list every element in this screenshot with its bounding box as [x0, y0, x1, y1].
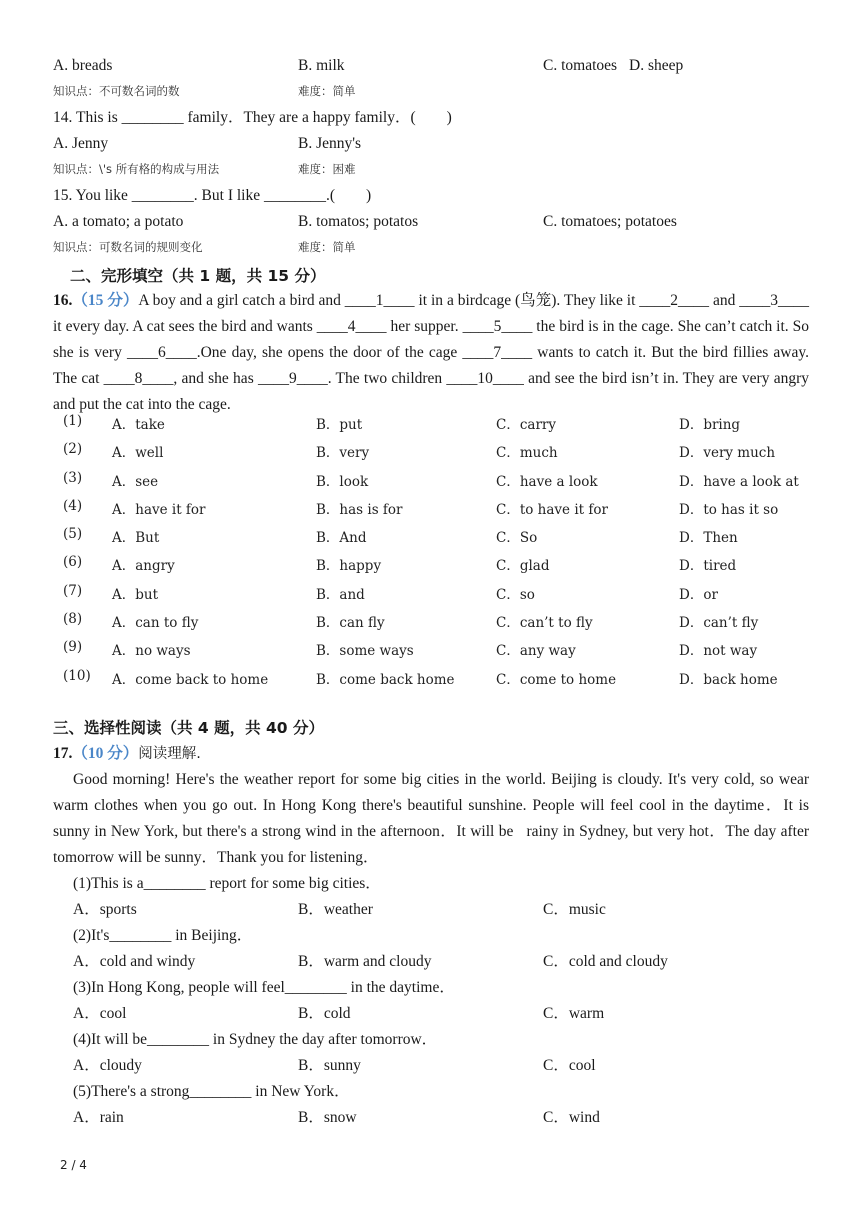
q17-5-option-a: A．rain	[73, 1109, 124, 1126]
q15-knowledge: 知识点：可数名词的规则变化	[53, 240, 203, 254]
cloze-row	[53, 522, 823, 550]
q17-1-option-b: B．weather	[298, 901, 373, 918]
q15-option-c: C. tomatoes; potatoes	[543, 213, 677, 230]
q15-stem: 15. You like ________. But I like ________.( )	[53, 187, 372, 204]
q13-option-b: B. milk	[298, 57, 345, 74]
q14-stem: 14. This is ________ family．They are a happy family．( )	[53, 109, 452, 126]
q17-4-option-c: C．cool	[543, 1057, 596, 1074]
cloze-row	[53, 466, 823, 494]
cloze-blank-number: (10)	[63, 667, 91, 684]
cloze-option-b: B．and	[316, 586, 365, 603]
cloze-option-d: D．or	[679, 586, 718, 603]
q17-2-option-a: A．cold and windy	[73, 953, 196, 970]
cloze-option-c: C．have a look	[496, 473, 598, 490]
cloze-option-d: D．back home	[679, 671, 778, 688]
cloze-row	[53, 635, 823, 663]
q13-option-c: C. tomatoes	[543, 57, 618, 74]
cloze-option-b: B．put	[316, 417, 363, 433]
q16-number: 16.	[53, 292, 73, 309]
cloze-blank-number: (8)	[63, 611, 83, 628]
cloze-option-a: A．but	[112, 586, 159, 603]
q17-3-option-a: A．cool	[73, 1005, 127, 1022]
cloze-option-c: C．So	[496, 530, 538, 547]
cloze-blank-number: (2)	[63, 441, 83, 458]
cloze-option-b: B．happy	[316, 558, 382, 575]
cloze-option-b: B．And	[316, 530, 367, 547]
cloze-option-a: A．have it for	[112, 501, 206, 518]
cloze-option-c: C．glad	[496, 558, 550, 575]
q14-option-a: A. Jenny	[53, 135, 109, 152]
cloze-row	[53, 550, 823, 578]
q17-2-option-b: B．warm and cloudy	[298, 953, 432, 970]
cloze-option-c: C．carry	[496, 417, 556, 433]
cloze-option-c: C．to have it for	[496, 501, 608, 518]
cloze-option-d: D．Then	[679, 530, 738, 547]
q17-4-option-a: A．cloudy	[73, 1057, 142, 1074]
q15-option-b: B. tomatos; potatos	[298, 213, 419, 230]
cloze-option-b: B．look	[316, 473, 369, 490]
cloze-row	[53, 607, 823, 635]
q17-header	[53, 744, 201, 764]
section-2-title: 二、完形填空（共 1 题，共 15 分）	[70, 267, 326, 285]
q17-1-option-c: C．music	[543, 901, 606, 918]
cloze-option-a: A．take	[112, 417, 165, 433]
cloze-option-c: C．can’t to fly	[496, 615, 593, 632]
cloze-option-a: A．no ways	[112, 643, 191, 660]
cloze-option-a: A．angry	[112, 558, 175, 575]
cloze-option-a: A．But	[112, 530, 160, 547]
q14-knowledge: 知识点：\'s 所有格的构成与用法	[53, 162, 220, 176]
cloze-option-d: D．to has it so	[679, 501, 779, 518]
q17-4-option-b: B．sunny	[298, 1057, 361, 1074]
q13-option-a: A. breads	[53, 57, 113, 74]
cloze-option-b: B．come back home	[316, 671, 455, 688]
q16-score: （15 分）	[72, 292, 139, 309]
cloze-option-d: D．very much	[679, 445, 776, 462]
cloze-row	[53, 664, 823, 692]
q17-instruction: 阅读理解.	[138, 746, 201, 762]
cloze-option-c: C．any way	[496, 643, 576, 660]
q17-1-stem: (1)This is a________ report for some big cities．	[73, 875, 381, 892]
q15-option-a: A. a tomato; a potato	[53, 213, 184, 230]
q17-3-stem: (3)In Hong Kong, people will feel________ in the daytime．	[73, 979, 455, 996]
cloze-option-a: A．well	[112, 445, 164, 462]
q17-2-stem: (2)It's________ in Beijing．	[73, 927, 253, 944]
cloze-option-c: C．much	[496, 445, 558, 462]
q13-option-d: D. sheep	[629, 57, 684, 74]
q17-passage: Good morning! Here's the weather report for some big cities in the world. Beijing is cloudy. It's very cold, so wear warm clothes when you go out. In Hong Kong there's beautiful sunshine. People will feel cool in the daytime．It is sunny in New York, but there's a strong wind in the afternoon．It will be rainy in Sydney, but very hot．The day after tomorrow will be sunny．Thank you for listening．	[53, 771, 809, 866]
q17-3-option-c: C．warm	[543, 1005, 605, 1022]
q17-3-option-b: B．cold	[298, 1005, 351, 1022]
cloze-blank-number: (4)	[63, 497, 83, 514]
cloze-blank-number: (3)	[63, 469, 83, 486]
q14-option-b: B. Jenny's	[298, 135, 362, 152]
q17-2-option-c: C．cold and cloudy	[543, 953, 668, 970]
q17-5-stem: (5)There's a strong________ in New York．	[73, 1083, 350, 1100]
cloze-option-b: B．can fly	[316, 615, 385, 632]
cloze-blank-number: (7)	[63, 582, 83, 599]
cloze-row	[53, 579, 823, 607]
q13-difficulty: 难度：简单	[298, 84, 356, 98]
cloze-option-d: D．not way	[679, 643, 758, 660]
cloze-row	[53, 437, 823, 465]
cloze-blank-number: (1)	[63, 413, 83, 429]
page-number: 2 / 4	[60, 1158, 87, 1172]
q13-knowledge: 知识点：不可数名词的数	[53, 84, 180, 98]
cloze-option-c: C．come to home	[496, 671, 617, 688]
cloze-option-b: B．some ways	[316, 643, 414, 660]
q17-5-option-b: B．snow	[298, 1109, 357, 1126]
q17-1-option-a: A．sports	[73, 901, 137, 918]
cloze-option-d: D．have a look at	[679, 473, 799, 490]
q17-number: 17.	[53, 745, 73, 762]
cloze-option-d: D．can’t fly	[679, 615, 759, 632]
q15-difficulty: 难度：简单	[298, 240, 356, 254]
q16-passage	[53, 288, 809, 418]
cloze-blank-number: (5)	[63, 526, 83, 543]
q17-5-option-c: C．wind	[543, 1109, 600, 1126]
q17-score: （10 分）	[72, 745, 139, 762]
cloze-option-c: C．so	[496, 586, 535, 603]
cloze-blank-number: (9)	[63, 639, 83, 656]
cloze-option-a: A．see	[112, 473, 159, 490]
cloze-row	[53, 494, 823, 522]
section-3-title: 三、选择性阅读（共 4 题，共 40 分）	[53, 719, 324, 737]
q17-4-stem: (4)It will be________ in Sydney the day after tomorrow．	[73, 1031, 438, 1048]
q14-difficulty: 难度：困难	[298, 162, 356, 176]
cloze-option-a: A．can to fly	[112, 615, 199, 632]
cloze-option-d: D．tired	[679, 558, 737, 575]
cloze-blank-number: (6)	[63, 554, 83, 571]
cloze-option-b: B．has is for	[316, 501, 403, 518]
q16-options-table	[53, 409, 823, 692]
cloze-option-b: B．very	[316, 445, 370, 462]
cloze-option-a: A．come back to home	[112, 671, 269, 688]
cloze-option-d: D．bring	[679, 417, 741, 433]
cloze-row	[53, 409, 823, 437]
q16-text: A boy and a girl catch a bird and ____1____ it in a birdcage (鸟笼). They like it ____2____ and ____3____ it every day. A cat sees the bird and wants ____4____ her supper. ____5____ the bird is in the cage. She can’t catch it. So she is very ____6____.One day, she opens the door of the cage ____7____ wants to catch it. But the bird fillies away. The cat ____8____, and she has ____9____. The two children ____10____ and see the bird isn’t in. They are very angry and put the cat into the cage.	[53, 292, 809, 413]
